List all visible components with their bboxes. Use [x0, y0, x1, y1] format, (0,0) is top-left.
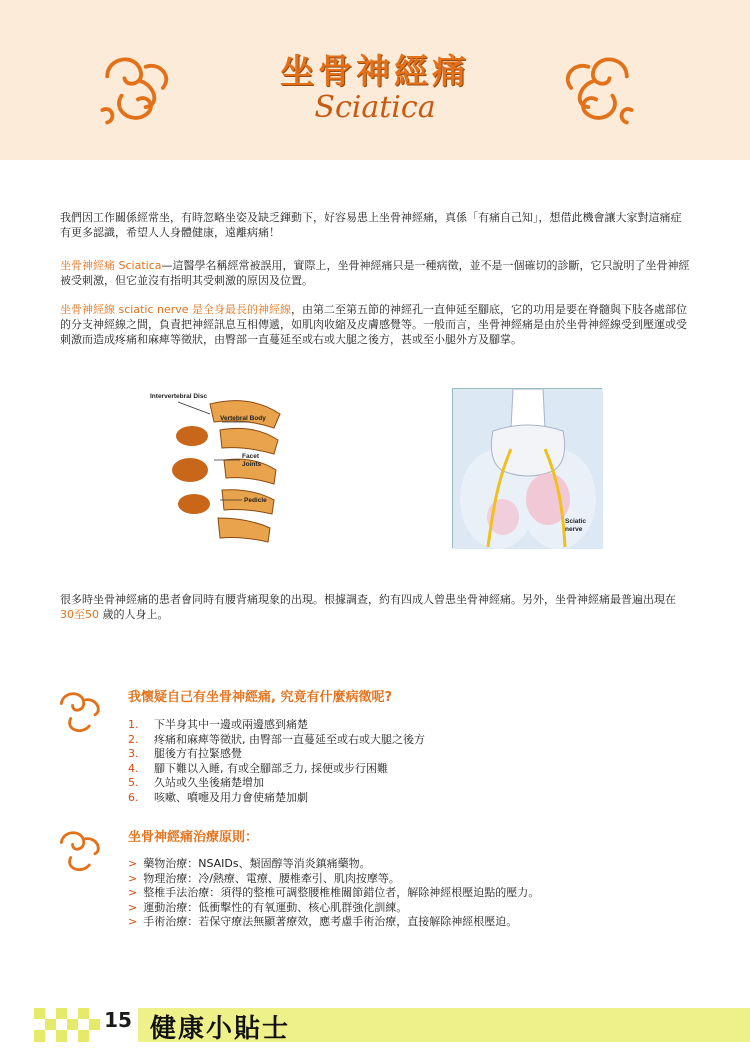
- label-intervertebral-disc: Intervertebral Disc: [150, 393, 208, 400]
- treatment-section-title: 坐骨神經痛治療原則：: [128, 830, 259, 845]
- header-banner: [0, 0, 750, 160]
- symptoms-section-title: 我懷疑自己有坐骨神經痛, 究竟有什麼病徵呢?: [128, 690, 393, 705]
- ornament-swirl-icon: [550, 38, 646, 134]
- list-item: > 運動治療：低衝擊性的有氧運動、核心肌群強化訓練。: [128, 900, 408, 914]
- definition-highlight: 坐骨神經痛 Sciatica: [60, 259, 162, 272]
- list-item: 4. 腳下難以入睡, 有或全腳部乏力, 採便或步行困難: [128, 761, 388, 775]
- statistics-paragraph: [60, 592, 692, 622]
- age-range-highlight: 30至50: [60, 608, 99, 621]
- page-title-english: Sciatica: [314, 90, 436, 125]
- nerve-text: ，由第二至第五節的神經孔一直伸延至腳底，它的功用是要在脊髓與下肢各處部位的分支神經線之間，負責把神經訊息互相傳遞，如肌肉收縮及皮膚感覺等。一般而言，坐骨神經痛是由於坐骨神經線受到壓運或受刺激而造成疼痛和麻痺等徵狀，由臀部一直蔓延至或右或大腿之後方，甚或至小腿外方及腳掌。: [60, 303, 688, 346]
- nerve-paragraph: [60, 302, 692, 347]
- list-item: 6. 咳嗽、噴嚏及用力會使痛楚加劇: [128, 790, 308, 804]
- label-vertebral-body: Vertebral Body: [220, 415, 266, 422]
- list-item: 3. 腿後方有拉緊感覺: [128, 747, 242, 761]
- list-item: 1. 下半身其中一邊或兩邊感到痛楚: [128, 718, 308, 731]
- footer-title: 健康小貼士: [150, 1014, 291, 1044]
- nerve-highlight: 坐骨神經線 sciatic nerve 是全身最長的神經線: [60, 303, 292, 316]
- symptoms-list: [128, 718, 688, 806]
- list-item: > 物理治療：冷/熱療、電療、腰椎牽引、肌肉按摩等。: [128, 871, 400, 885]
- arrow-icon: >: [128, 915, 138, 929]
- intro-paragraph: 我們因工作關係經常坐，有時忽略坐姿及缺乏鍕動下，好容易患上坐骨神經痛，真係「有痛自己知」，想借此機會讓大家對這痛症有更多認識，希望人人身體健康，遠離病痛！: [60, 211, 682, 239]
- arrow-icon: >: [128, 900, 138, 914]
- ornament-swirl-icon: [52, 683, 108, 739]
- label-nerve: nerve: [565, 526, 583, 533]
- list-item: 5. 久站或久坐後痛楚增加: [128, 776, 264, 790]
- statistics-text-a: 很多時坐骨神經痛的患者會同時有腰背痛現象的出現。根據調查，約有四成人曾患坐骨神經痛。另外，坐骨神經痛最普遍出現在: [60, 593, 676, 606]
- page-title-chinese: 坐骨神經痛: [280, 52, 470, 92]
- label-facet: Facet: [242, 453, 259, 460]
- arrow-icon: >: [128, 886, 138, 900]
- spine-illustration: [150, 384, 298, 544]
- page-number: 15: [104, 1008, 132, 1032]
- list-item: > 整椎手法治療：須得的整椎可調整腰椎椎關節錯位者，解除神經根壓迫點的壓力。: [128, 886, 540, 900]
- list-item: > 手術治療：若保守療法無顯著療效，應考慮手術治療，直接解除神經根壓迫。: [128, 915, 518, 929]
- checker-pattern-icon: [34, 1008, 100, 1042]
- label-sciatic: Sciatic: [565, 518, 586, 525]
- label-joints: Joints: [242, 461, 262, 468]
- list-item: 2. 疼痛和麻痺等徵狀, 由臀部一直蔓延至或右或大腿之後方: [128, 732, 425, 746]
- ornament-swirl-icon: [52, 822, 108, 878]
- sciatic-nerve-illustration: [452, 388, 602, 548]
- statistics-text-b: 歲的人身上。: [99, 608, 169, 621]
- list-item: > 藥物治療：NSAIDs、類固醇等消炎鎮痛藥物。: [128, 857, 371, 870]
- definition-text: —這醫學名稱經常被誤用，實際上，坐骨神經痛只是一種病徵，並不是一個確切的診斷，它只說明了坐骨神經被受刺激，但它並沒有指明其受刺激的原因及位置。: [60, 259, 690, 287]
- arrow-icon: >: [128, 871, 138, 885]
- treatment-list: [128, 857, 688, 930]
- label-pedicle: Pedicle: [244, 497, 267, 504]
- definition-paragraph: [60, 258, 692, 288]
- arrow-icon: >: [128, 857, 138, 870]
